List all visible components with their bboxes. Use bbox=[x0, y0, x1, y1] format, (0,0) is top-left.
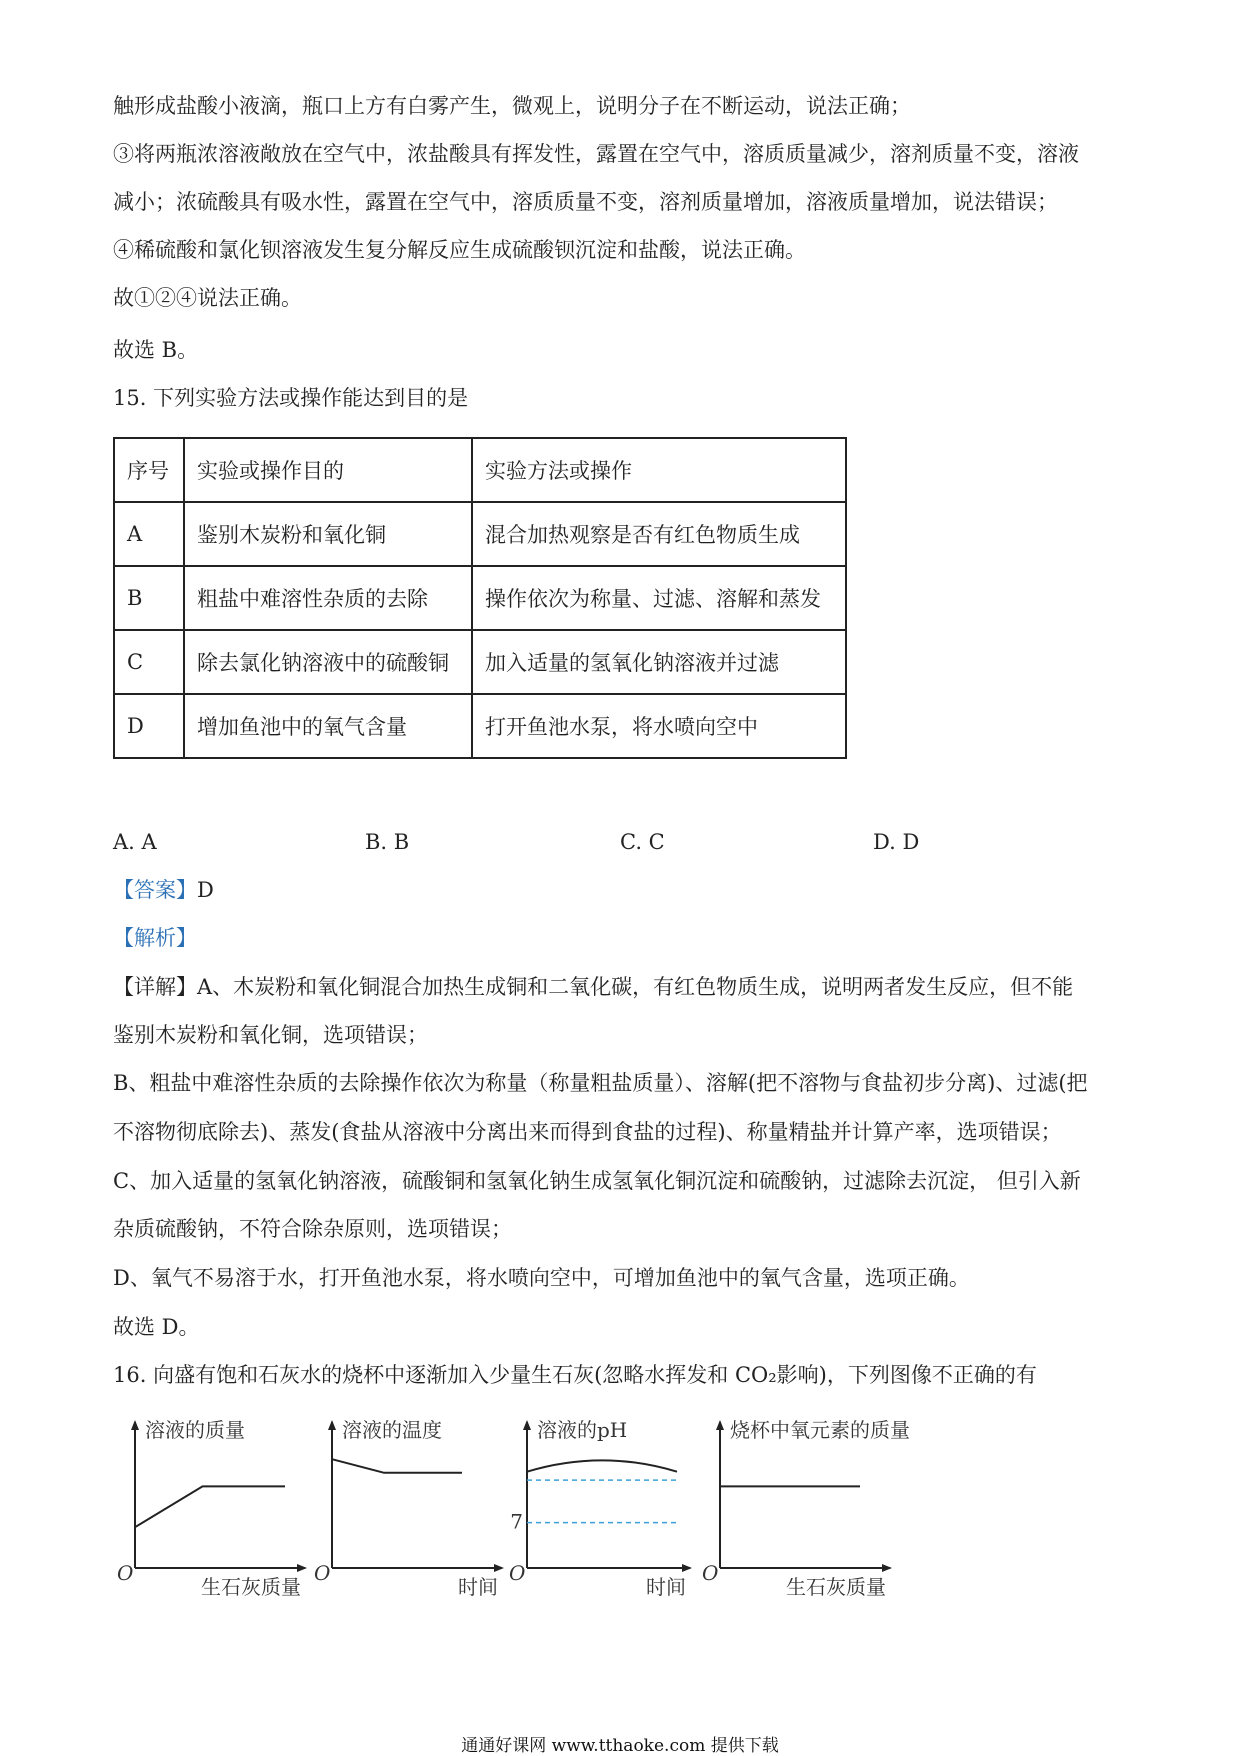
detail-line-6: 杂质硫酸钠，不符合除杂原则，选项错误； bbox=[113, 1217, 512, 1241]
origin-label: O bbox=[117, 1561, 134, 1585]
table-cell: 鉴别木炭粉和氧化铜 bbox=[184, 502, 472, 566]
origin-label: O bbox=[509, 1561, 526, 1585]
text-line-6: 故选 B。 bbox=[113, 338, 199, 362]
table-header-cell: 实验方法或操作 bbox=[472, 438, 846, 502]
x-axis-label: 生石灰质量 bbox=[201, 1575, 301, 1599]
page-footer: 通通好课网 www.tthaoke.com 提供下载 bbox=[461, 1736, 779, 1756]
ph-tick-label: 7 bbox=[510, 1509, 523, 1534]
option-c: C. C bbox=[620, 830, 665, 854]
table-row bbox=[114, 566, 846, 630]
chart-series-line bbox=[332, 1459, 462, 1473]
text-line-3: 减小；浓硫酸具有吸水性，露置在空气中，溶质质量不变，溶剂质量增加，溶液质量增加，说法错误； bbox=[113, 190, 1058, 214]
table-cell: 打开鱼池水泵，将水喷向空中 bbox=[472, 694, 846, 758]
table-row bbox=[114, 630, 846, 694]
text-line-1: 触形成盐酸小液滴，瓶口上方有白雾产生，微观上，说明分子在不断运动，说法正确； bbox=[113, 94, 911, 118]
table-cell: 加入适量的氢氧化钠溶液并过滤 bbox=[472, 630, 846, 694]
option-b: B. B bbox=[365, 830, 410, 854]
detail-line-3: B、粗盐中难溶性杂质的去除操作依次为称量（称量粗盐质量）、溶解(把不溶物与食盐初步分离)、过滤(把 bbox=[113, 1071, 1088, 1095]
table-cell: D bbox=[114, 694, 184, 758]
detail-line-2: 鉴别木炭粉和氧化铜，选项错误； bbox=[113, 1023, 428, 1047]
detail-line-1: 【详解】A、木炭粉和氧化铜混合加热生成铜和二氧化碳，有红色物质生成，说明两者发生反应，但不能 bbox=[113, 975, 1074, 999]
option-a: A. A bbox=[113, 830, 157, 854]
table-cell: C bbox=[114, 630, 184, 694]
table-cell: 混合加热观察是否有红色物质生成 bbox=[472, 502, 846, 566]
chart-series-line bbox=[135, 1486, 285, 1527]
y-axis-label: 溶液的pH bbox=[537, 1418, 628, 1442]
x-axis-label: 生石灰质量 bbox=[786, 1575, 886, 1599]
x-axis-arrow bbox=[682, 1564, 692, 1572]
origin-label: O bbox=[314, 1561, 331, 1585]
x-axis-label: 时间 bbox=[646, 1575, 686, 1599]
table-cell: 粗盐中难溶性杂质的去除 bbox=[184, 566, 472, 630]
text-line-5: 故①②④说法正确。 bbox=[113, 286, 302, 310]
answer-line bbox=[113, 876, 1138, 904]
table-cell: 增加鱼池中的氧气含量 bbox=[184, 694, 472, 758]
option-d: D. D bbox=[873, 830, 920, 854]
question-15-title: 15. 下列实验方法或操作能达到目的是 bbox=[113, 386, 469, 410]
text-line-2: ③将两瓶浓溶液敞放在空气中，浓盐酸具有挥发性，露置在空气中，溶质质量减少，溶剂质量不变，溶液 bbox=[113, 142, 1079, 166]
x-axis-arrow bbox=[297, 1564, 307, 1572]
table-cell: A bbox=[114, 502, 184, 566]
q16-charts bbox=[0, 1400, 1240, 1600]
answer-value: D bbox=[197, 878, 214, 902]
y-axis-label: 溶液的温度 bbox=[342, 1418, 442, 1442]
question-table bbox=[113, 437, 847, 759]
table-cell: 操作依次为称量、过滤、溶解和蒸发 bbox=[472, 566, 846, 630]
text-line-4: ④稀硫酸和氯化钡溶液发生复分解反应生成硫酸钡沉淀和盐酸，说法正确。 bbox=[113, 238, 806, 262]
table-row bbox=[114, 694, 846, 758]
detail-line-7: D、氧气不易溶于水，打开鱼池水泵，将水喷向空中，可增加鱼池中的氧气含量，选项正确。 bbox=[113, 1266, 970, 1290]
x-axis-label: 时间 bbox=[458, 1575, 498, 1599]
detail-line-8: 故选 D。 bbox=[113, 1315, 200, 1339]
y-axis-label: 烧杯中氧元素的质量 bbox=[730, 1418, 910, 1442]
x-axis-arrow bbox=[494, 1564, 504, 1572]
table-header-cell: 序号 bbox=[114, 438, 184, 502]
y-axis-label: 溶液的质量 bbox=[145, 1418, 245, 1442]
origin-label: O bbox=[702, 1561, 719, 1585]
table-row bbox=[114, 502, 846, 566]
table-header-cell: 实验或操作目的 bbox=[184, 438, 472, 502]
y-axis-arrow bbox=[523, 1420, 531, 1430]
y-axis-arrow bbox=[716, 1420, 724, 1430]
x-axis-arrow bbox=[882, 1564, 892, 1572]
table-header-row bbox=[114, 438, 846, 502]
analysis-tag: 【解析】 bbox=[113, 926, 197, 950]
table-cell: B bbox=[114, 566, 184, 630]
table-cell: 除去氯化钠溶液中的硫酸铜 bbox=[184, 630, 472, 694]
y-axis-arrow bbox=[131, 1420, 139, 1430]
chart-series-line bbox=[527, 1460, 677, 1471]
y-axis-arrow bbox=[328, 1420, 336, 1430]
detail-line-4: 不溶物彻底除去)、蒸发(食盐从溶液中分离出来而得到食盐的过程)、称量精盐并计算产率，选项错误； bbox=[113, 1120, 1062, 1144]
question-16-title: 16. 向盛有饱和石灰水的烧杯中逐渐加入少量生石灰(忽略水挥发和 CO₂影响)，下列图像不正确的有 bbox=[113, 1363, 1037, 1387]
detail-line-5: C、加入适量的氢氧化钠溶液，硫酸铜和氢氧化钠生成氢氧化铜沉淀和硫酸钠，过滤除去沉淀， 但引入新 bbox=[113, 1169, 1081, 1193]
answer-tag: 【答案】 bbox=[113, 878, 197, 902]
